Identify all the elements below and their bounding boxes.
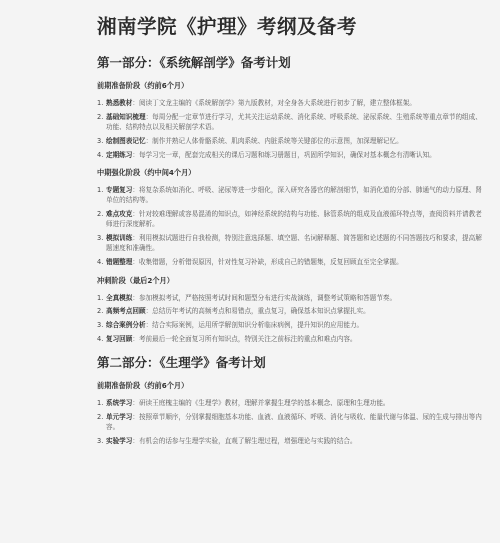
item-term: 复习回顾 bbox=[106, 334, 133, 343]
list-item bbox=[97, 306, 482, 316]
item-term: 绘制图表记忆 bbox=[106, 136, 146, 145]
item-term: 全真模拟 bbox=[106, 293, 133, 302]
list-item bbox=[97, 209, 482, 230]
item-text: ：阅读丁文龙主编的《系统解剖学》第九版教材，对全身各大系统进行初步了解，建立整体框架。 bbox=[132, 99, 416, 107]
item-number: 2. bbox=[97, 413, 104, 422]
item-number: 1. bbox=[97, 185, 104, 194]
list-item bbox=[97, 436, 482, 446]
list-item bbox=[97, 233, 482, 254]
list-item bbox=[97, 185, 482, 206]
parts-container bbox=[97, 54, 482, 446]
stage-heading: 中期强化阶段（约中间4个月） bbox=[97, 167, 196, 177]
part-section bbox=[97, 54, 482, 344]
item-number: 4. bbox=[97, 334, 104, 343]
list-item bbox=[97, 293, 482, 303]
item-text: ：结合实际案例，运用所学解剖知识分析临床病例，提升知识的应用能力。 bbox=[145, 321, 364, 330]
item-term: 模拟训练 bbox=[106, 234, 133, 243]
item-term: 定期练习 bbox=[106, 150, 133, 159]
stage-heading: 前期准备阶段（约前6个月） bbox=[97, 381, 189, 391]
item-number: 3. bbox=[97, 321, 104, 330]
list-item bbox=[97, 320, 482, 330]
list-item bbox=[97, 150, 482, 160]
part-section bbox=[97, 354, 482, 446]
item-term: 难点攻克 bbox=[106, 210, 133, 219]
stage-item-list bbox=[97, 398, 482, 446]
item-number: 3. bbox=[97, 437, 104, 446]
item-text: ：每学习完一章，配套完成相关的课后习题和练习册题目，巩固所学知识，确保对基本概念有清晰认知。 bbox=[132, 150, 436, 159]
page-title: 湘南学院《护理》考纲及备考 bbox=[97, 15, 358, 38]
item-text: ：每周分配一定章节进行学习，尤其关注运动系统、消化系统、呼吸系统、泌尿系统、生殖系统等重点章节的组成、功能、结构特点以及相关解剖学术语。 bbox=[106, 112, 482, 132]
stage-item-list bbox=[97, 98, 482, 160]
item-number: 4. bbox=[97, 150, 104, 159]
list-item bbox=[97, 398, 482, 408]
item-text: ：参加模拟考试，严格按照考试时间和题型分布进行实战演练，调整考试策略和答题节奏。 bbox=[132, 293, 397, 302]
list-item bbox=[97, 136, 482, 146]
part-heading: 第一部分：《系统解剖学》备考计划 bbox=[97, 55, 291, 70]
list-item bbox=[97, 98, 482, 108]
stage-heading: 冲刺阶段（最后2个月） bbox=[97, 275, 174, 285]
stage-heading: 前期准备阶段（约前6个月） bbox=[97, 81, 189, 90]
item-term: 实验学习 bbox=[106, 437, 133, 446]
item-term: 综合案例分析 bbox=[106, 321, 146, 330]
item-text: ：考前最后一轮全面复习所有知识点，特别关注之前标注的重点和难点内容。 bbox=[132, 334, 357, 343]
item-number: 1. bbox=[97, 293, 104, 302]
item-term: 基础知识梳理 bbox=[106, 112, 146, 121]
item-number: 1. bbox=[97, 399, 104, 408]
item-number: 2. bbox=[97, 210, 104, 219]
item-number: 2. bbox=[97, 112, 104, 121]
item-term: 单元学习 bbox=[106, 413, 133, 422]
item-term: 系统学习 bbox=[106, 399, 133, 408]
item-text: ：制作并熟记人体骨骼系统、肌肉系统、内脏系统等关键部位的示意图，加深理解记忆。 bbox=[145, 136, 403, 145]
list-item bbox=[97, 112, 482, 133]
item-text: ：利用模拟试题进行自我检测，特别注意选择题、填空题、名词解释题、简答题和论述题的不同答题技巧和要求，提高解题速度和准确性。 bbox=[106, 234, 482, 253]
item-text: ：按照章节顺序，分别掌握细胞基本功能、血液、血液循环、呼吸、消化与吸收、能量代谢与体温、尿的生成与排出等内容。 bbox=[106, 413, 482, 432]
list-item bbox=[97, 412, 482, 433]
item-number: 3. bbox=[97, 136, 104, 145]
item-text: ：总结历年考试的高频考点和易错点，重点复习，确保基本知识点掌握扎实。 bbox=[145, 307, 370, 316]
item-term: 高频考点回顾 bbox=[106, 307, 146, 316]
item-number: 1. bbox=[97, 99, 104, 107]
stage-item-list bbox=[97, 293, 482, 345]
item-text: ：收集错题，分析错误原因，针对性复习补缺，形成自己的错题集，反复回顾直至完全掌握。 bbox=[132, 258, 403, 267]
item-text: ：将复杂系统如消化、呼吸、泌尿等进一步细化，深入研究各器官的解剖细节，如消化道的分部、肺通气的动力原理、肾单位的结构等。 bbox=[106, 185, 482, 205]
item-term: 熟悉教材 bbox=[106, 99, 133, 107]
stage-item-list bbox=[97, 185, 482, 268]
item-text: ：针对较难理解或容易混淆的知识点，如神经系统的结构与功能、脉管系统的组成及血液循环特点等，查阅资料并请教老师进行深度解析。 bbox=[106, 210, 482, 229]
part-heading: 第二部分：《生理学》备考计划 bbox=[97, 355, 266, 371]
list-item bbox=[97, 334, 482, 344]
item-number: 4. bbox=[97, 258, 104, 267]
item-term: 错题整理 bbox=[106, 258, 133, 267]
item-number: 2. bbox=[97, 307, 104, 316]
item-text: ：有机会的话参与生理学实验，直观了解生理过程，增强理论与实践的结合。 bbox=[132, 437, 357, 446]
list-item bbox=[97, 257, 482, 267]
item-number: 3. bbox=[97, 234, 104, 243]
item-text: ：研读王庭槐主编的《生理学》教材，理解并掌握生理学的基本概念、原理和生理功能。 bbox=[132, 399, 390, 408]
item-term: 专题复习 bbox=[106, 185, 133, 194]
